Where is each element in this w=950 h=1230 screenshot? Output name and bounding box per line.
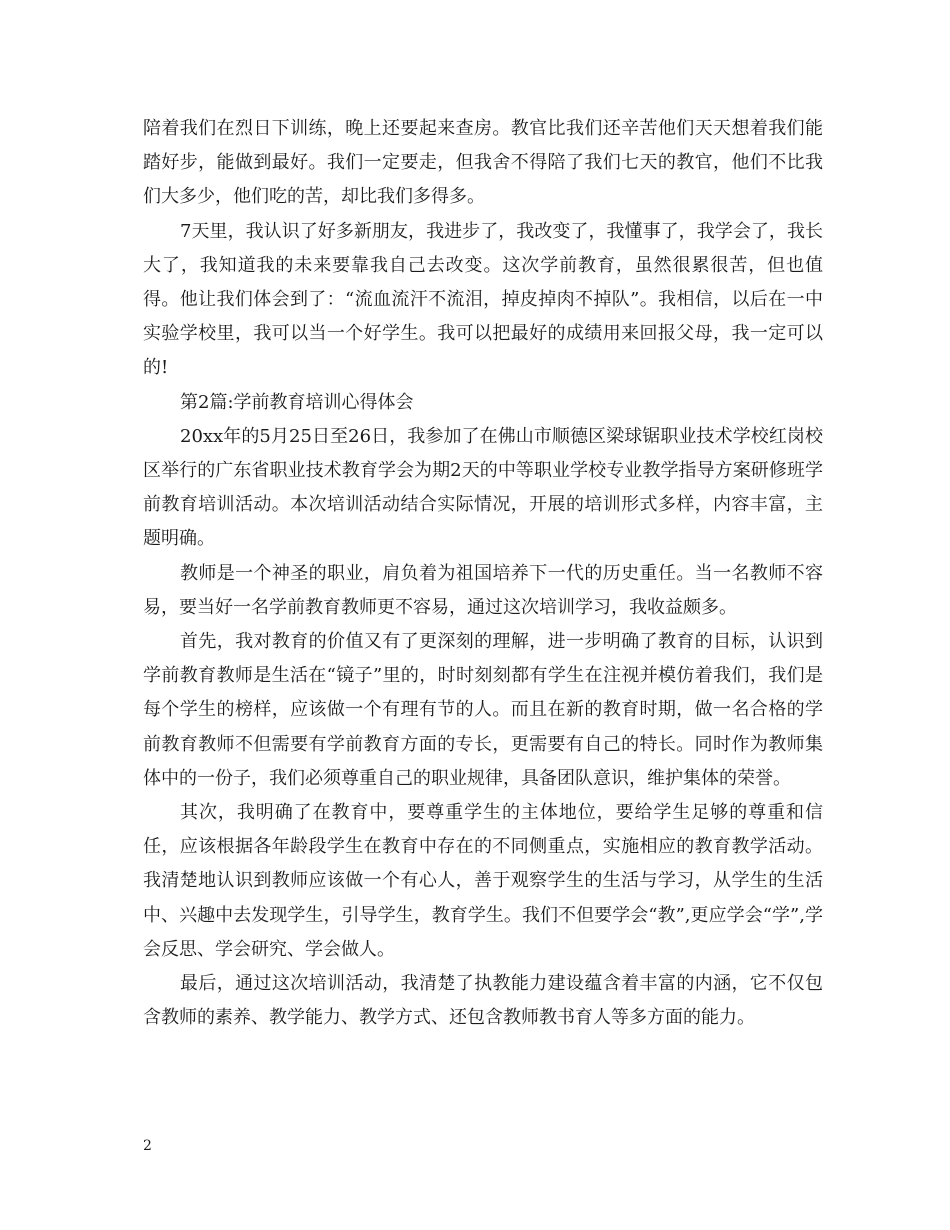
paragraph: 陪着我们在烈日下训练，晚上还要起来查房。教官比我们还辛苦他们天天想着我们能踏好步，能做到最好。我们一定要走，但我舍不得陪了我们七天的教官，他们不比我们大多少，他们吃的苦，却比我们多得多。 <box>143 118 823 208</box>
paragraph: 其次，我明确了在教育中，要尊重学生的主体地位，要给学生足够的尊重和信任，应该根据各年龄段学生在教育中存在的不同侧重点，实施相应的教育教学活动。我清楚地认识到教师应该做一个有心人，善于观察学生的生活与学习，从学生的生活中、兴趣中去发现学生，引导学生，教育学生。我们不但要学会“教”,更应学会“学”,学会反思、学会研究、学会做人。 <box>143 802 823 960</box>
paragraph: 最后，通过这次培训活动，我清楚了执教能力建设蕴含着丰富的内涵，它不仅包含教师的素养、教学能力、教学方式、还包含教师教书育人等多方面的能力。 <box>143 973 823 1029</box>
paragraph: 首先，我对教育的价值又有了更深刻的理解，进一步明确了教育的目标，认识到学前教育教师是生活在“镜子”里的，时时刻刻都有学生在注视并模仿着我们，我们是每个学生的榜样，应该做一个有理有节的人。而且在新的教育时期，做一名合格的学前教育教师不但需要有学前教育方面的专长，更需要有自己的特长。同时作为教师集体中的一份子，我们必须尊重自己的职业规律，具备团队意识，维护集体的荣誉。 <box>143 631 823 789</box>
paragraph: 教师是一个神圣的职业，肩负着为祖国培养下一代的历史重任。当一名教师不容易，要当好一名学前教育教师更不容易，通过这次培训学习，我收益颇多。 <box>143 562 823 618</box>
paragraph: 20xx年的5月25日至26日，我参加了在佛山市顺德区梁球锯职业技术学校红岗校区举行的广东省职业技术教育学会为期2天的中等职业学校专业教学指导方案研修班学前教育培训活动。本次培训活动结合实际情况，开展的培训形式多样，内容丰富，主题明确。 <box>143 425 823 550</box>
page-number: 2 <box>143 1138 152 1154</box>
document-body <box>143 112 823 1035</box>
paragraph: 7天里，我认识了好多新朋友，我进步了，我改变了，我懂事了，我学会了，我长大了，我知道我的未来要靠我自己去改变。这次学前教育，虽然很累很苦，但也值得。他让我们体会到了：“流血流汗不流泪，掉皮掉肉不掉队”。我相信，以后在一中实验学校里，我可以当一个好学生。我可以把最好的成绩用来回报父母，我一定可以的! <box>143 220 823 379</box>
section-heading: 第2篇:学前教育培训心得体会 <box>180 391 414 413</box>
